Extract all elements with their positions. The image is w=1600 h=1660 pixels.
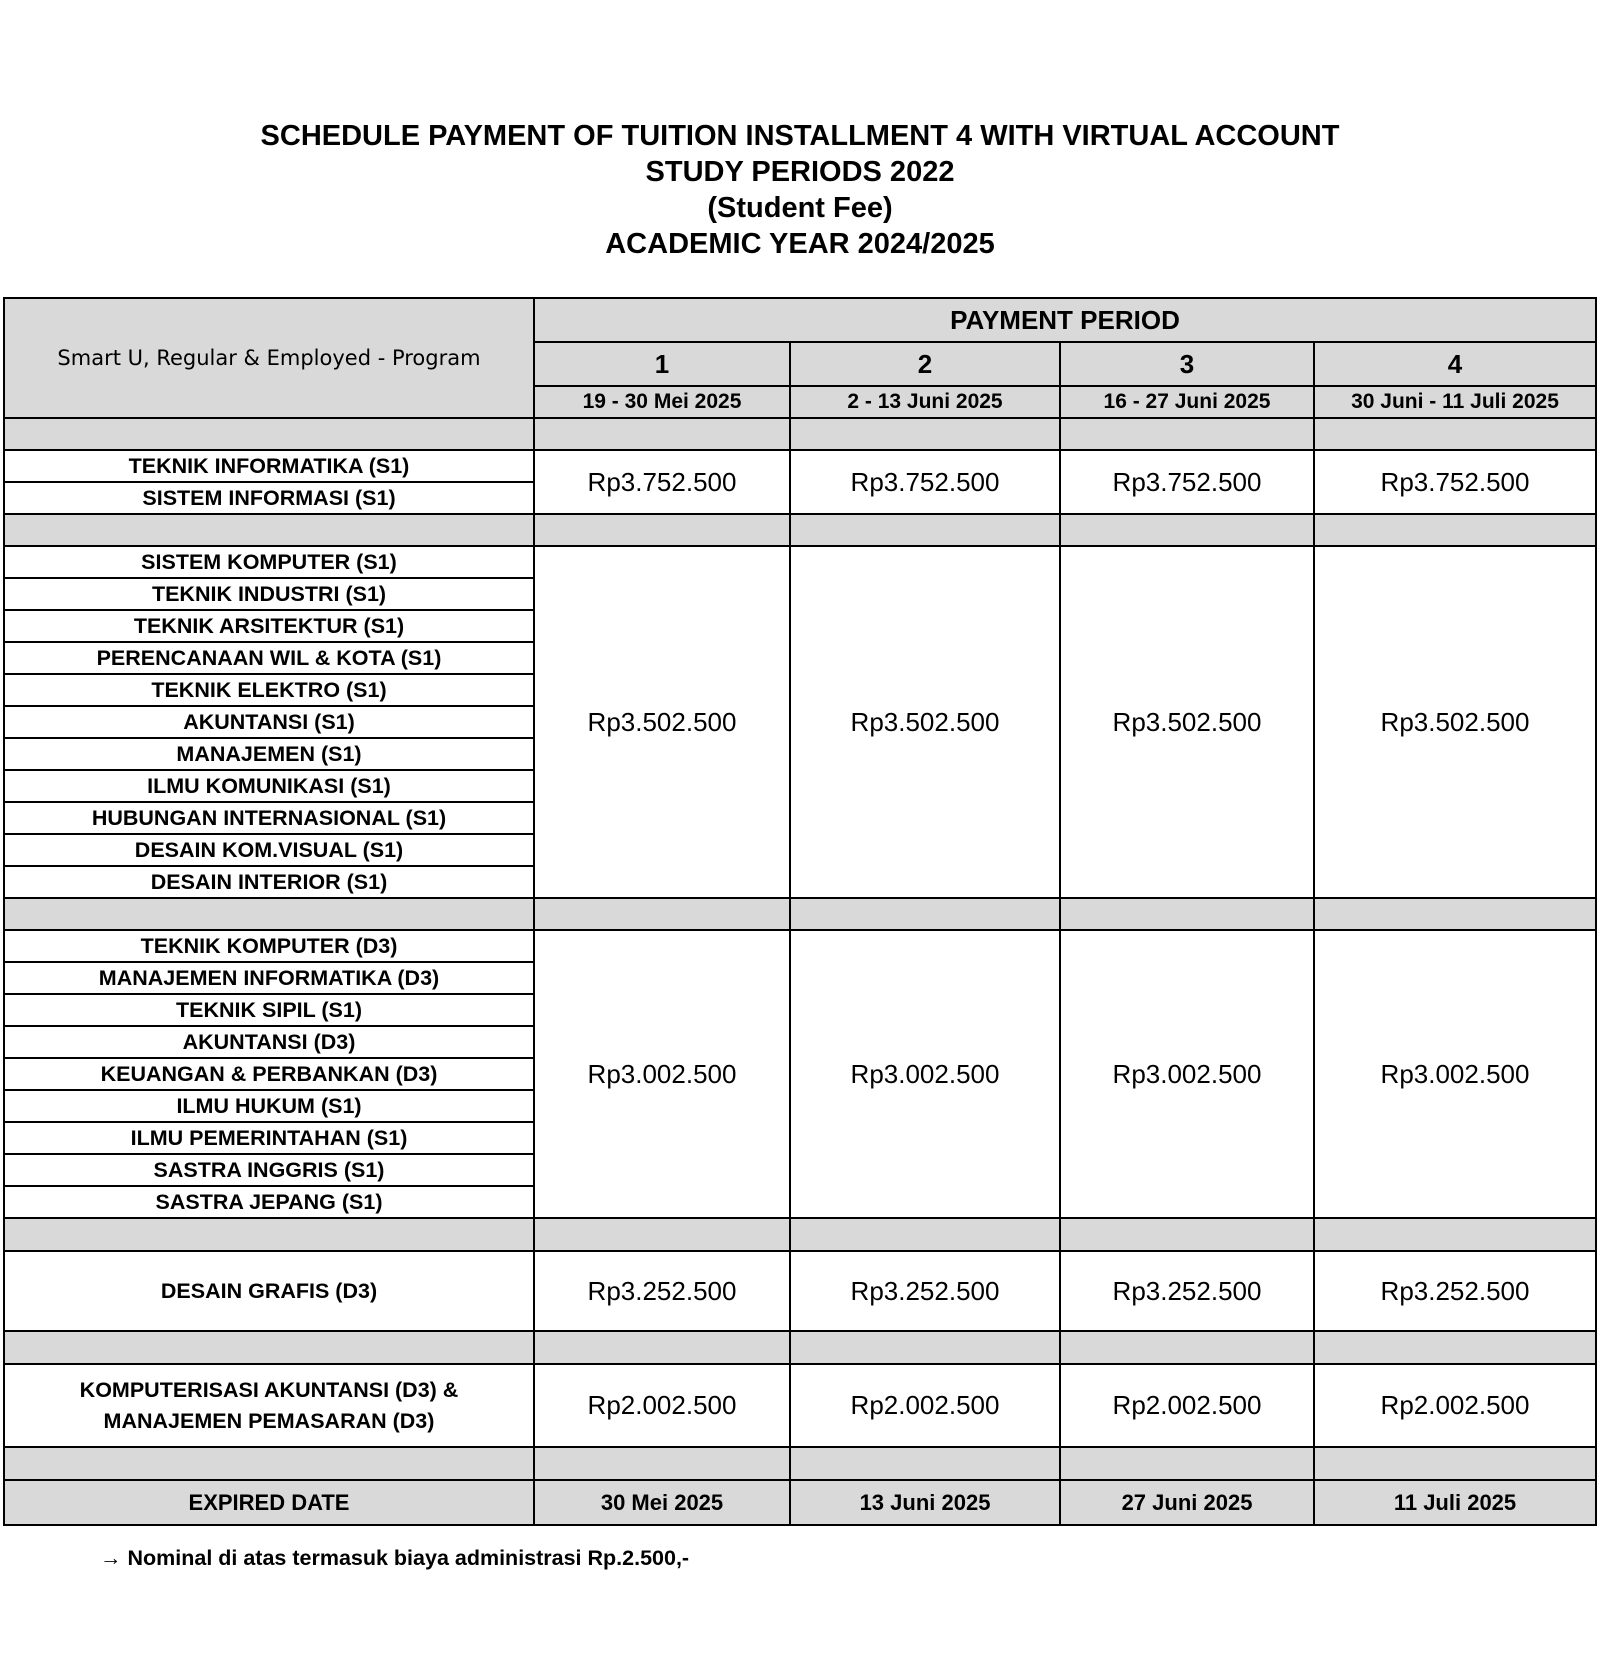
amount-cell: Rp3.252.500 xyxy=(1314,1251,1596,1331)
table-row xyxy=(4,450,1596,482)
program-name: SASTRA JEPANG (S1) xyxy=(4,1186,534,1218)
expired-date-2: 13 Juni 2025 xyxy=(790,1480,1060,1525)
amount-cell: Rp2.002.500 xyxy=(790,1364,1060,1447)
program-name: MANAJEMEN (S1) xyxy=(4,738,534,770)
program-name: TEKNIK INFORMATIKA (S1) xyxy=(4,450,534,482)
amount-cell: Rp3.752.500 xyxy=(534,450,790,514)
program-name-line-2: MANAJEMEN PEMASARAN (D3) xyxy=(103,1408,435,1433)
amount-cell: Rp3.752.500 xyxy=(1060,450,1314,514)
amount-cell: Rp3.252.500 xyxy=(534,1251,790,1331)
amount-cell: Rp3.502.500 xyxy=(1314,546,1596,898)
admin-fee-note: → Nominal di atas termasuk biaya administrasi Rp.2.500,- xyxy=(100,1546,690,1570)
period-number-4: 4 xyxy=(1314,342,1596,386)
period-number-2: 2 xyxy=(790,342,1060,386)
amount-cell: Rp3.502.500 xyxy=(790,546,1060,898)
program-name: DESAIN INTERIOR (S1) xyxy=(4,866,534,898)
spacer-row xyxy=(4,898,1596,930)
program-name: TEKNIK SIPIL (S1) xyxy=(4,994,534,1026)
program-name: PERENCANAAN WIL & KOTA (S1) xyxy=(4,642,534,674)
program-name: SISTEM INFORMASI (S1) xyxy=(4,482,534,514)
amount-cell: Rp3.002.500 xyxy=(534,930,790,1218)
program-name: TEKNIK INDUSTRI (S1) xyxy=(4,578,534,610)
title-line-1: SCHEDULE PAYMENT OF TUITION INSTALLMENT 4 WITH VIRTUAL ACCOUNT xyxy=(260,120,1340,152)
period-range-1: 19 - 30 Mei 2025 xyxy=(534,386,790,418)
program-name: KEUANGAN & PERBANKAN (D3) xyxy=(4,1058,534,1090)
amount-cell: Rp3.252.500 xyxy=(1060,1251,1314,1331)
spacer-row xyxy=(4,418,1596,450)
expired-date-row xyxy=(4,1480,1596,1525)
document-title xyxy=(0,118,1600,262)
period-number-1: 1 xyxy=(534,342,790,386)
program-name: DESAIN KOM.VISUAL (S1) xyxy=(4,834,534,866)
program-name xyxy=(4,1364,534,1447)
spacer-row xyxy=(4,1218,1596,1251)
title-line-4: ACADEMIC YEAR 2024/2025 xyxy=(605,228,995,260)
program-name: ILMU KOMUNIKASI (S1) xyxy=(4,770,534,802)
expired-date-4: 11 Juli 2025 xyxy=(1314,1480,1596,1525)
expired-date-1: 30 Mei 2025 xyxy=(534,1480,790,1525)
payment-schedule-table xyxy=(3,297,1597,1526)
amount-cell: Rp3.752.500 xyxy=(790,450,1060,514)
spacer-row xyxy=(4,1447,1596,1480)
program-name: SISTEM KOMPUTER (S1) xyxy=(4,546,534,578)
amount-cell: Rp3.752.500 xyxy=(1314,450,1596,514)
program-name: ILMU PEMERINTAHAN (S1) xyxy=(4,1122,534,1154)
expired-date-label: EXPIRED DATE xyxy=(4,1480,534,1525)
amount-cell: Rp3.002.500 xyxy=(790,930,1060,1218)
amount-cell: Rp3.252.500 xyxy=(790,1251,1060,1331)
program-column-header: Smart U, Regular & Employed - Program xyxy=(4,298,534,418)
program-name: HUBUNGAN INTERNASIONAL (S1) xyxy=(4,802,534,834)
program-name: TEKNIK ARSITEKTUR (S1) xyxy=(4,610,534,642)
amount-cell: Rp3.002.500 xyxy=(1060,930,1314,1218)
amount-cell: Rp2.002.500 xyxy=(1060,1364,1314,1447)
program-name: DESAIN GRAFIS (D3) xyxy=(4,1251,534,1331)
title-line-2: STUDY PERIODS 2022 xyxy=(645,156,955,188)
payment-period-header: PAYMENT PERIOD xyxy=(534,298,1596,342)
amount-cell: Rp2.002.500 xyxy=(534,1364,790,1447)
period-range-4: 30 Juni - 11 Juli 2025 xyxy=(1314,386,1596,418)
program-name-line-1: KOMPUTERISASI AKUNTANSI (D3) & xyxy=(79,1377,459,1402)
table-row xyxy=(4,930,1596,962)
spacer-row xyxy=(4,1331,1596,1364)
spacer-row xyxy=(4,514,1596,546)
period-range-2: 2 - 13 Juni 2025 xyxy=(790,386,1060,418)
program-name: MANAJEMEN INFORMATIKA (D3) xyxy=(4,962,534,994)
amount-cell: Rp3.502.500 xyxy=(1060,546,1314,898)
amount-cell: Rp2.002.500 xyxy=(1314,1364,1596,1447)
amount-cell: Rp3.502.500 xyxy=(534,546,790,898)
program-name: AKUNTANSI (S1) xyxy=(4,706,534,738)
period-number-3: 3 xyxy=(1060,342,1314,386)
program-name: AKUNTANSI (D3) xyxy=(4,1026,534,1058)
program-name: TEKNIK ELEKTRO (S1) xyxy=(4,674,534,706)
period-range-3: 16 - 27 Juni 2025 xyxy=(1060,386,1314,418)
table-row xyxy=(4,1251,1596,1331)
title-line-3: (Student Fee) xyxy=(707,192,893,224)
table-row xyxy=(4,546,1596,578)
table-row xyxy=(4,1364,1596,1447)
program-name: SASTRA INGGRIS (S1) xyxy=(4,1154,534,1186)
amount-cell: Rp3.002.500 xyxy=(1314,930,1596,1218)
expired-date-3: 27 Juni 2025 xyxy=(1060,1480,1314,1525)
program-name: TEKNIK KOMPUTER (D3) xyxy=(4,930,534,962)
program-name: ILMU HUKUM (S1) xyxy=(4,1090,534,1122)
